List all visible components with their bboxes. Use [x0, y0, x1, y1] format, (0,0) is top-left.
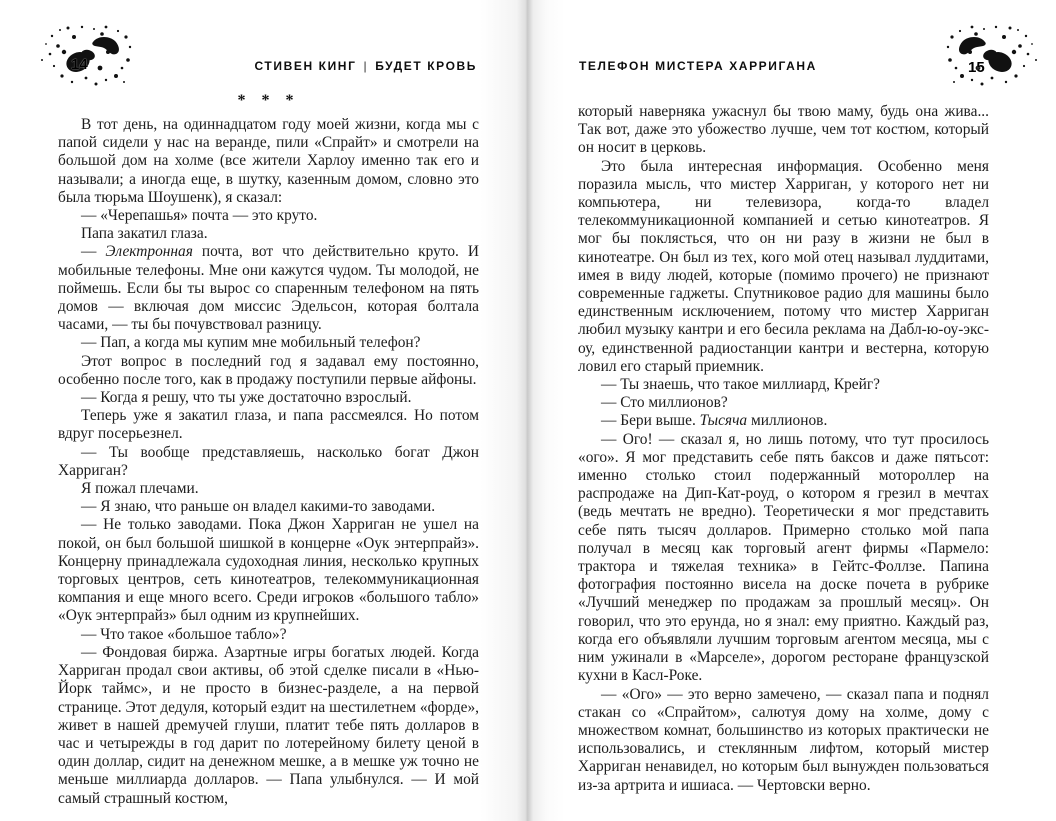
ink-splatter-ornament-right: [944, 22, 1040, 88]
text-run: — Что такое «большое табло»?: [81, 625, 287, 643]
paragraph: [58, 480, 479, 498]
paragraph: [578, 158, 989, 376]
section-separator: * * *: [237, 92, 300, 109]
running-head-left: [254, 59, 477, 73]
text-run: Теперь уже я закатил глаза, и папа рассмеялся. Но потом вдруг посерьезнел.: [58, 407, 479, 443]
left-page-body: [58, 116, 479, 808]
text-run: Я пожал плечами.: [81, 480, 199, 498]
paragraph: [58, 334, 479, 352]
paragraph: [58, 644, 479, 808]
running-head-book-title: БУДЕТ КРОВЬ: [375, 59, 477, 73]
paragraph: [578, 376, 989, 394]
text-run: — Я знаю, что раньше он владел какими-то заводами.: [81, 498, 436, 516]
text-run: —: [81, 243, 106, 261]
italic-text-run: Тысяча: [699, 412, 748, 430]
text-run: Папа закатил глаза.: [81, 225, 208, 243]
text-run: — Пап, а когда мы купим мне мобильный телефон?: [81, 334, 421, 352]
text-run: — Ого! — сказал я, но лишь потому, что тут просилось «ого». Я мог представить себе пять баксов и даже пятьсот: именно столько стоил подержанный мотороллер на распродаже на Дип-Кат-роуд, о котором я грезил в мечтах (ведь мечтать не вредно). Теоретически я мог представить себе пять тысяч долларов. Примерно столько мой папа получал в месяц как торговый агент фирмы «Пармело: трактора и тяжелая техника» в Гейтс-Фоллзе. Папина фотография постоянно висела на доске почета в рубрике «Лучший менеджер по продажам за прошлый месяц». Он говорил, что это ерунда, но я знал: ему приятно. Каждый раз, когда его объявляли лучшим торговым агентом месяца, мы с ним ужинали в «Марселе», дорогом ресторане французской кухни в Касл-Роке.: [578, 430, 989, 685]
running-head-divider: |: [363, 59, 369, 73]
text-run: почта, вот что действительно круто. И мобильные телефоны. Мне они кажутся чудом. Ты молодой, не поймешь. Если бы ты вырос со спаренным телефоном на пять домов — включая дом миссис Эдельсон, которая болтала часами, — ты бы почувствовал разницу.: [58, 243, 479, 334]
paragraph: [58, 353, 479, 389]
text-run: — «Черепашья» почта — это круто.: [81, 207, 318, 225]
right-page-body: [578, 103, 989, 795]
text-run: — Ты вообще представляешь, насколько богат Джон Харриган?: [58, 443, 479, 479]
running-head-chapter-title: ТЕЛЕФОН МИСТЕРА ХАРРИГАНА: [579, 59, 817, 73]
ink-splatter-icon: [38, 22, 134, 88]
text-run: — Не только заводами. Пока Джон Харриган не ушел на покой, он был большой шишкой в концерне «Оук энтерпрайз». Концерну принадлежала судоходная линия, несколько крупных торговых центров, сеть кинотеатров, телекоммуникационная компания и еще много всего. Среди игроков «большого табло» «Оук энтерпрайз» был одним из крупнейших.: [58, 516, 479, 625]
text-run: который наверняка ужаснул бы твою маму, будь она жива... Так вот, даже это убожество лучше, чем тот костюм, который он носит в церковь.: [578, 103, 989, 157]
paragraph: [578, 412, 989, 430]
text-run: — Бери выше.: [601, 412, 700, 430]
paragraph: [58, 389, 479, 407]
paragraph: [58, 243, 479, 334]
ink-splatter-icon: [944, 22, 1040, 88]
paragraph: [58, 225, 479, 243]
text-run: — «Ого» — это верно замечено, — сказал папа и поднял стакан со «Спрайтом», салютуя дому на холме, дому с множеством комнат, большинство из которых практически не использовались, и стеклянным лифтом, который мистер Харриган ненавидел, но которым был вынужден пользоваться из-за артрита и ишиаса. — Чертовски верно.: [578, 685, 989, 794]
page-number-left: 14: [71, 56, 88, 73]
ink-splatter-ornament-left: [38, 22, 134, 88]
paragraph: [58, 407, 479, 443]
paragraph: [58, 444, 479, 480]
italic-text-run: Электронная: [105, 243, 193, 261]
paragraph: [58, 516, 479, 625]
running-head-right: [579, 59, 817, 73]
paragraph: [58, 626, 479, 644]
text-run: Этот вопрос в последний год я задавал ему постоянно, особенно после того, как в продажу поступили первые айфоны.: [58, 352, 479, 388]
paragraph: [58, 116, 479, 207]
paragraph: [58, 207, 479, 225]
text-run: миллионов.: [747, 412, 828, 430]
paragraph: [578, 431, 989, 686]
page-number-right: 15: [968, 59, 985, 76]
paragraph: [578, 103, 989, 158]
text-run: — Когда я решу, что ты уже достаточно взрослый.: [81, 389, 412, 407]
paragraph: [58, 498, 479, 516]
text-run: Это была интересная информация. Особенно меня поразила мысль, что мистер Харриган, у которого нет ни компьютера, ни телевизора, когда-то владел телекоммуникационной компанией и сетью кинотеатров. Я мог бы поклясться, что он ни разу в жизни не был в кинотеатре. Он был из тех, кого мой отец называл луддитами, имея в виду людей, которые (помимо прочего) не признают современные гаджеты. Спутниковое радио для машины было единственным исключением, потому что мистер Харриган любил музыку кантри и его бесила реклама на Дабл-ю-оу-экс-оу, единственной радиостанции кантри и вестерна, которую ловил его старый приемник.: [578, 157, 989, 375]
paragraph: [578, 686, 989, 795]
paragraph: [578, 394, 989, 412]
running-head-author: СТИВЕН КИНГ: [254, 59, 357, 73]
text-run: — Сто миллионов?: [601, 394, 728, 412]
text-run: — Фондовая биржа. Азартные игры богатых людей. Когда Харриган продал свои активы, об этой сделке писали в «Нью-Йорк таймс», и не просто в бизнес-разделе, а на первой странице. Этот дедуля, который ездит на шестилетнем «форде», живет в нашей дремучей глуши, платит тебе пять долларов в час и четырежды в год дарит по лотерейному билету ценой в один доллар, сидит на денежном мешке, а в мешке уж точно не меньше миллиарда долларов. — Папа улыбнулся. — И мой самый страшный костюм,: [58, 643, 479, 807]
text-run: — Ты знаешь, что такое миллиард, Крейг?: [601, 376, 881, 394]
text-run: В тот день, на одиннадцатом году моей жизни, когда мы с папой сидели у нас на веранде, пили «Спрайт» и смотрели на большой дом на холме (все жители Харлоу именно так его и называли; а иногда еще, в шутку, казенным домом, словно это была тюрьма Шоушенк), я сказал:: [58, 116, 479, 206]
